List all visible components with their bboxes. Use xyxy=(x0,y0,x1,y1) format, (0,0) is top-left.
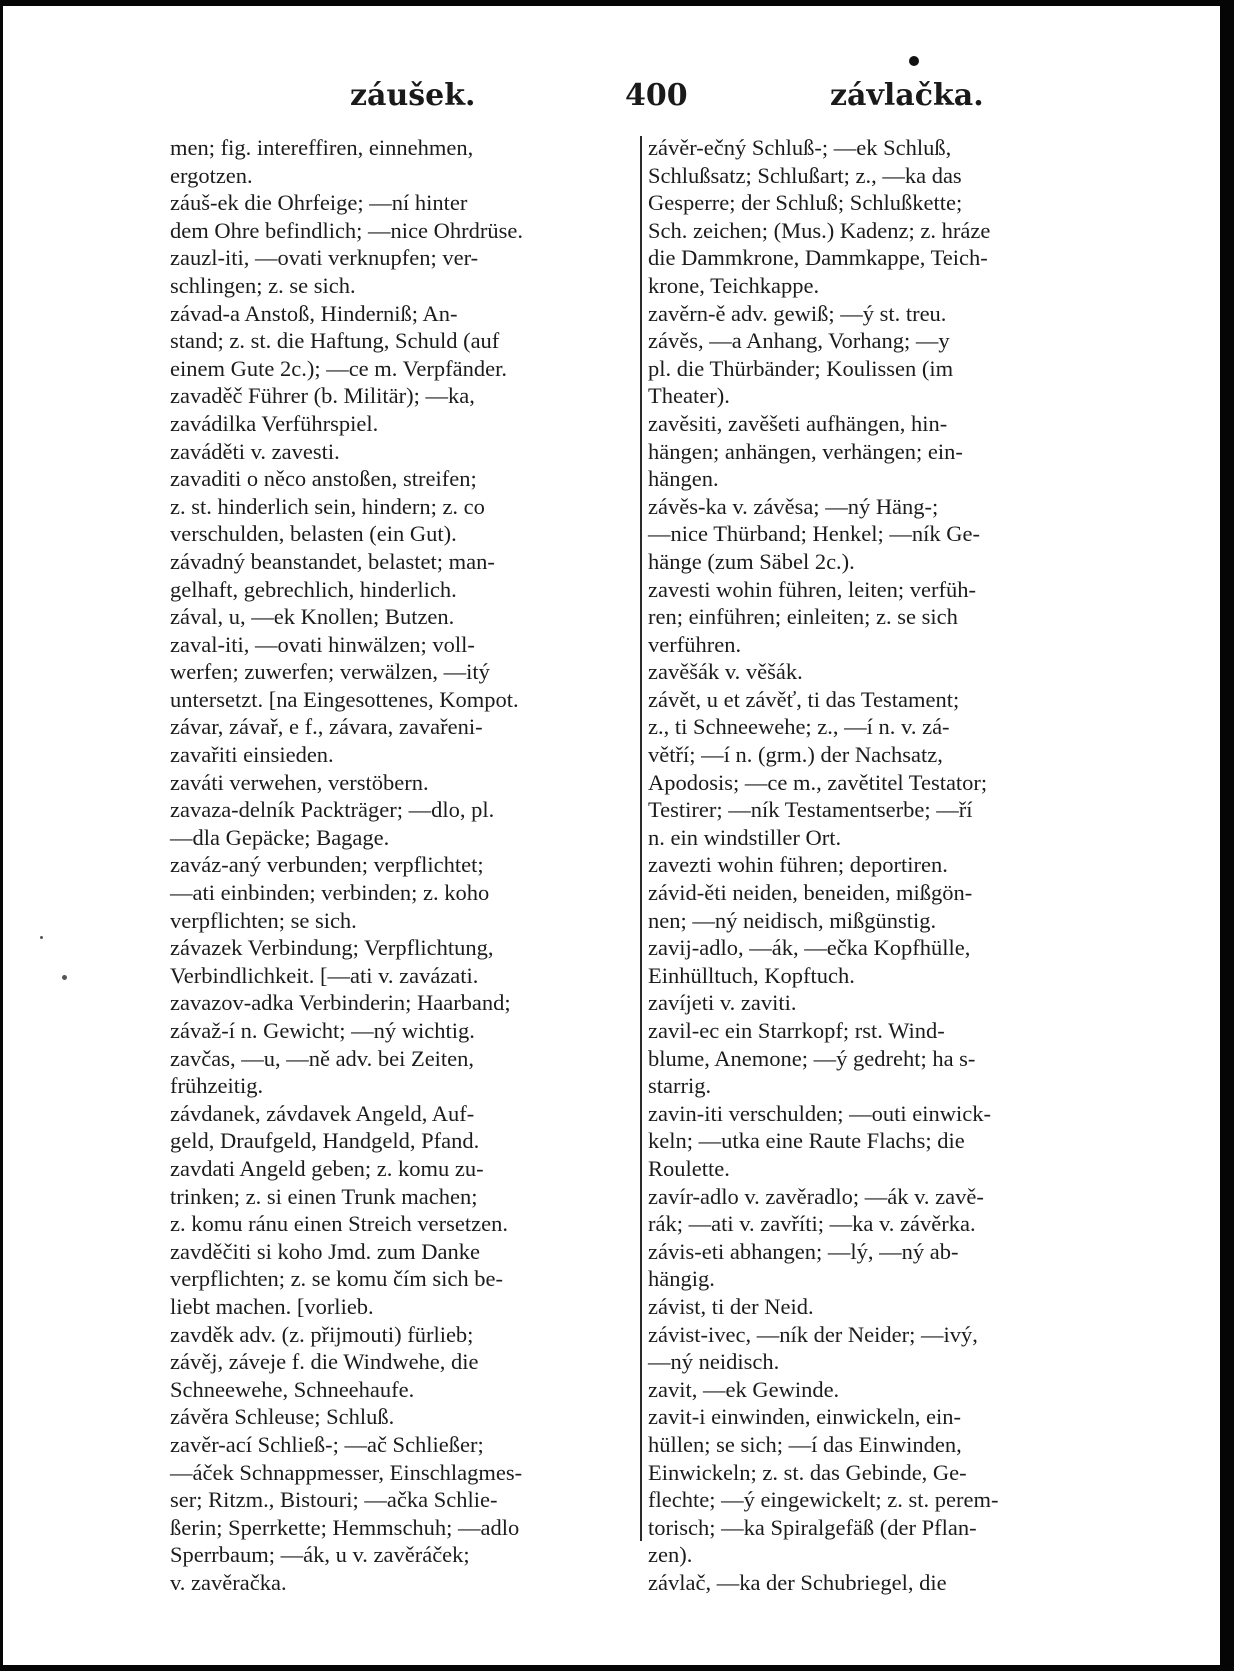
dictionary-line: men; fig. intereffiren, einnehmen, xyxy=(170,135,474,160)
page-header xyxy=(170,78,1110,122)
dictionary-line: zavaděč Führer (b. Militär); —ka, xyxy=(170,383,475,409)
dictionary-line: z. komu ránu einen Streich versetzen. xyxy=(170,1211,508,1237)
dictionary-line: závist-ivec, —ník der Neider; —ivý, xyxy=(648,1321,978,1347)
scan-border-bottom xyxy=(0,1665,1234,1671)
dictionary-line: zavěrn-ě adv. gewiß; —ý st. treu. xyxy=(648,300,947,326)
dictionary-line: zavaditi o něco anstoßen, streifen; xyxy=(170,466,477,492)
dictionary-line: zával, u, —ek Knollen; Butzen. xyxy=(170,604,455,630)
dictionary-line: záuš-ek die Ohrfeige; —ní hinter xyxy=(170,190,468,216)
dictionary-line: keln; —utka eine Raute Flachs; die xyxy=(648,1128,965,1154)
scan-border-top xyxy=(0,0,1234,6)
dictionary-line: závlač, —ka der Schubriegel, die xyxy=(648,1569,947,1595)
dictionary-line: závis-eti abhangen; —lý, —ný ab- xyxy=(648,1238,959,1264)
dictionary-line: Testirer; —ník Testamentserbe; —ří xyxy=(648,797,973,823)
left-column xyxy=(170,134,640,1595)
dictionary-line: zavit-i einwinden, einwickeln, ein- xyxy=(648,1404,962,1430)
dictionary-line: hängig. xyxy=(648,1266,715,1292)
dictionary-line: starrig. xyxy=(648,1073,712,1099)
dictionary-line: ser; Ritzm., Bistouri; —ačka Schlie- xyxy=(170,1487,498,1513)
dictionary-line: zavděčiti si koho Jmd. zum Danke xyxy=(170,1238,480,1264)
dictionary-line: werfen; zuwerfen; verwälzen, —itý xyxy=(170,659,490,685)
dictionary-line: untersetzt. [na Eingesottenes, Kompot. xyxy=(170,686,519,712)
dictionary-line: z. st. hinderlich sein, hindern; z. co xyxy=(170,493,485,519)
dictionary-line: závěj, záveje f. die Windwehe, die xyxy=(170,1349,479,1375)
column-divider xyxy=(640,136,642,1541)
dictionary-line: hängen; anhängen, verhängen; ein- xyxy=(648,438,963,464)
ink-speck xyxy=(62,975,67,980)
page-number: 400 xyxy=(625,78,688,113)
dictionary-line: zavíjeti v. zaviti. xyxy=(648,990,797,1016)
dictionary-line: geld, Draufgeld, Handgeld, Pfand. xyxy=(170,1128,480,1154)
dictionary-line: zaváděti v. zavesti. xyxy=(170,438,340,464)
dictionary-line: zavařiti einsieden. xyxy=(170,742,334,768)
scan-border-right xyxy=(1220,0,1234,1671)
dictionary-line: verpflichten; z. se komu čím sich be- xyxy=(170,1266,504,1292)
dictionary-line: Schneewehe, Schneehaufe. xyxy=(170,1376,415,1402)
dictionary-line: zavazov-adka Verbinderin; Haarband; xyxy=(170,990,511,1016)
dictionary-line: verschulden, belasten (ein Gut). xyxy=(170,521,457,547)
dictionary-line: závar, závař, e f., závara, zavařeni- xyxy=(170,714,483,740)
dictionary-line: schlingen; z. se sich. xyxy=(170,272,356,298)
dictionary-line: nen; —ný neidisch, mißgünstig. xyxy=(648,907,937,933)
dictionary-line: Schlußsatz; Schlußart; z., —ka das xyxy=(648,162,962,188)
dictionary-line: z., ti Schneewehe; z., —í n. v. zá- xyxy=(648,714,950,740)
dictionary-line: Apodosis; —ce m., zavětitel Testator; xyxy=(648,769,988,795)
dictionary-line: hängen. xyxy=(648,466,719,492)
dictionary-line: závaž-í n. Gewicht; —ný wichtig. xyxy=(170,1018,475,1043)
dictionary-line: závěs, —a Anhang, Vorhang; —y xyxy=(648,328,950,354)
dictionary-line: verpflichten; se sich. xyxy=(170,907,357,933)
dictionary-line: zaváti verwehen, verstöbern. xyxy=(170,769,429,795)
dictionary-line: zauzl-iti, —ovati verknupfen; ver- xyxy=(170,245,479,271)
dictionary-line: zavesti wohin führen, leiten; verfüh- xyxy=(648,576,977,602)
dictionary-line: —ný neidisch. xyxy=(648,1349,780,1375)
dictionary-line: Roulette. xyxy=(648,1155,730,1181)
ink-dot xyxy=(909,56,919,66)
dictionary-line: v. zavěračka. xyxy=(170,1569,287,1595)
dictionary-line: zavír-adlo v. zavěradlo; —ák v. zavě- xyxy=(648,1183,984,1209)
dictionary-line: —dla Gepäcke; Bagage. xyxy=(170,824,390,850)
dictionary-line: zavděk adv. (z. přijmouti) fürlieb; xyxy=(170,1321,474,1347)
dictionary-line: Einwickeln; z. st. das Gebinde, Ge- xyxy=(648,1459,967,1485)
dictionary-line: zavezti wohin führen; deportiren. xyxy=(648,852,948,878)
dictionary-line: stand; z. st. die Haftung, Schuld (auf xyxy=(170,328,500,354)
dictionary-line: frühzeitig. xyxy=(170,1073,264,1099)
dictionary-line: rák; —ati v. zavříti; —ka v. závěrka. xyxy=(648,1211,976,1237)
dictionary-line: flechte; —ý eingewickelt; z. st. perem- xyxy=(648,1487,999,1513)
dictionary-line: zavin-iti verschulden; —outi einwick- xyxy=(648,1100,992,1126)
dictionary-line: zavaza-delník Packträger; —dlo, pl. xyxy=(170,797,495,823)
dictionary-line: zavěšák v. věšák. xyxy=(648,659,803,685)
dictionary-line: závist, ti der Neid. xyxy=(648,1293,814,1319)
dictionary-line: zavit, —ek Gewinde. xyxy=(648,1376,840,1402)
dictionary-line: zavěr-ací Schließ-; —ač Schließer; xyxy=(170,1431,484,1457)
dictionary-line: zavij-adlo, —ák, —ečka Kopfhülle, xyxy=(648,935,971,961)
dictionary-line: závad-a Anstoß, Hinderniß; An- xyxy=(170,300,458,326)
dictionary-line: —áček Schnappmesser, Einschlagmes- xyxy=(170,1459,523,1485)
dictionary-line: zavěsiti, zavěšeti aufhängen, hin- xyxy=(648,410,948,436)
dictionary-line: hüllen; se sich; —í das Einwinden, xyxy=(648,1431,962,1457)
dictionary-line: zavdati Angeld geben; z. komu zu- xyxy=(170,1155,484,1181)
guide-word-right: závlačka. xyxy=(830,78,984,113)
dictionary-line: —ati einbinden; verbinden; z. koho xyxy=(170,880,490,906)
dictionary-line: Sch. zeichen; (Mus.) Kadenz; z. hráze xyxy=(648,217,991,243)
dictionary-line: Verbindlichkeit. [—ati v. zavázati. xyxy=(170,962,479,988)
dictionary-line: ergotzen. xyxy=(170,162,253,188)
right-column xyxy=(648,134,1118,1595)
dictionary-line: závěra Schleuse; Schluß. xyxy=(170,1404,395,1430)
dictionary-line: zavil-ec ein Starrkopf; rst. Wind- xyxy=(648,1018,945,1043)
dictionary-line: zaval-iti, —ovati hinwälzen; voll- xyxy=(170,631,475,657)
dictionary-line: zavádilka Verführspiel. xyxy=(170,410,379,436)
dictionary-line: větří; —í n. (grm.) der Nachsatz, xyxy=(648,742,943,768)
dictionary-line: gelhaft, gebrechlich, hinderlich. xyxy=(170,576,457,602)
dictionary-line: einem Gute 2c.); —ce m. Verpfänder. xyxy=(170,355,507,381)
dictionary-line: ßerin; Sperrkette; Hemmschuh; —adlo xyxy=(170,1514,520,1540)
dictionary-line: torisch; —ka Spiralgefäß (der Pflan- xyxy=(648,1514,977,1540)
dictionary-line: die Dammkrone, Dammkappe, Teich- xyxy=(648,245,988,271)
dictionary-line: krone, Teichkappe. xyxy=(648,272,820,298)
dictionary-line: závět, u et závěť, ti das Testament; xyxy=(648,686,960,712)
dictionary-line: trinken; z. si einen Trunk machen; xyxy=(170,1183,478,1209)
dictionary-line: ren; einführen; einleiten; z. se sich xyxy=(648,604,958,630)
dictionary-line: závid-ěti neiden, beneiden, mißgön- xyxy=(648,880,973,906)
dictionary-line: závěs-ka v. závěsa; —ný Häng-; xyxy=(648,493,939,519)
ink-speck xyxy=(40,936,43,939)
dictionary-line: Einhülltuch, Kopftuch. xyxy=(648,962,855,988)
dictionary-line: n. ein windstiller Ort. xyxy=(648,824,842,850)
dictionary-line: Theater). xyxy=(648,383,730,409)
dictionary-line: Sperrbaum; —ák, u v. zavěráček; xyxy=(170,1542,470,1568)
scan-border-left xyxy=(0,0,3,1671)
dictionary-line: —nice Thürband; Henkel; —ník Ge- xyxy=(648,521,980,547)
dictionary-line: verführen. xyxy=(648,631,742,657)
dictionary-line: závadný beanstandet, belastet; man- xyxy=(170,548,495,574)
dictionary-line: zen). xyxy=(648,1542,693,1568)
dictionary-line: zaváz-aný verbunden; verpflichtet; xyxy=(170,852,484,878)
guide-word-left: záušek. xyxy=(350,78,476,113)
dictionary-line: dem Ohre befindlich; —nice Ohrdrüse. xyxy=(170,217,524,243)
dictionary-line: liebt machen. [vorlieb. xyxy=(170,1293,374,1319)
dictionary-line: Gesperre; der Schluß; Schlußkette; xyxy=(648,190,963,216)
dictionary-line: pl. die Thürbänder; Koulissen (im xyxy=(648,355,954,381)
dictionary-line: zavčas, —u, —ně adv. bei Zeiten, xyxy=(170,1045,475,1071)
dictionary-line: závdanek, závdavek Angeld, Auf- xyxy=(170,1100,475,1126)
dictionary-line: blume, Anemone; —ý gedreht; ha s- xyxy=(648,1045,976,1071)
dictionary-line: závazek Verbindung; Verpflichtung, xyxy=(170,935,494,961)
dictionary-line: závěr-ečný Schluß-; —ek Schluß, xyxy=(648,135,952,160)
dictionary-line: hänge (zum Säbel 2c.). xyxy=(648,548,855,574)
